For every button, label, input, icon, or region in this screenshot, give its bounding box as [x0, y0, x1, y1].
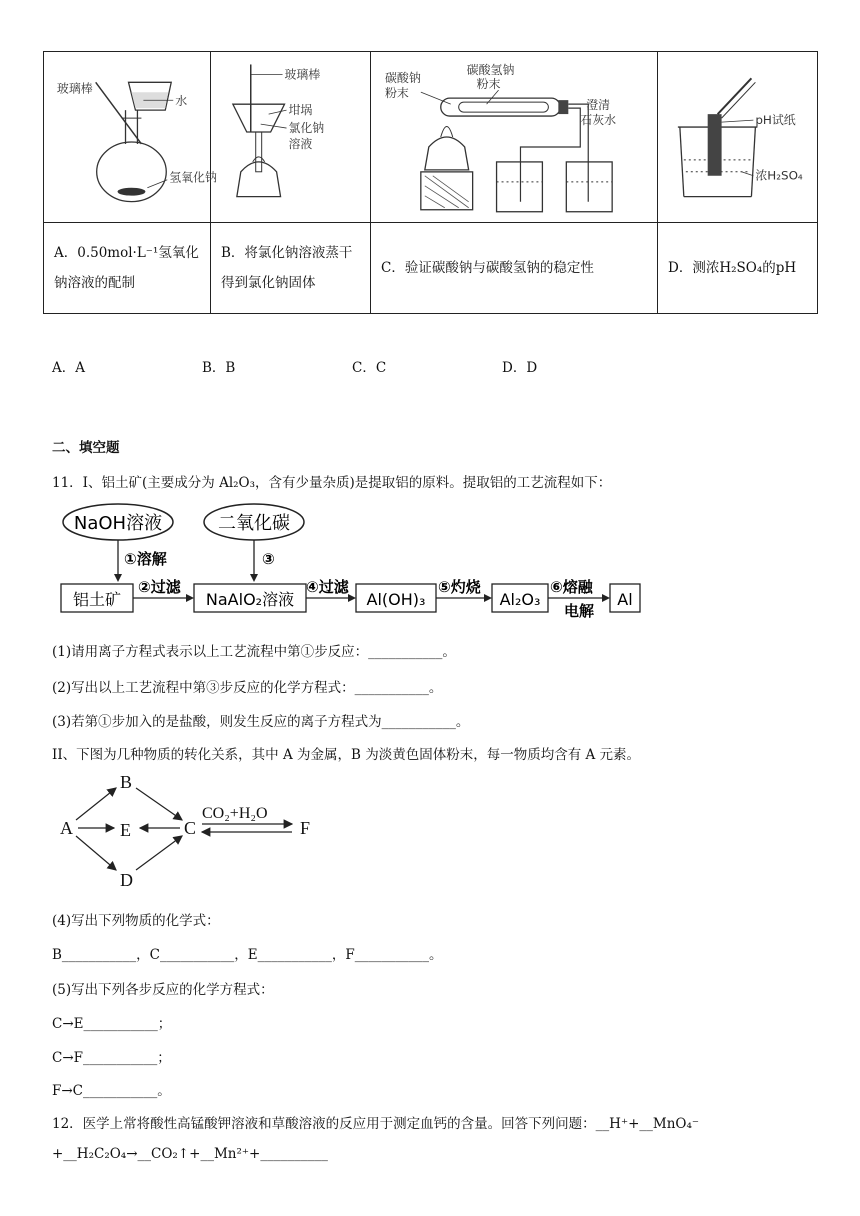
- reagent-co2: 二氧化碳: [218, 513, 290, 534]
- box-naalo2: NaAlO₂溶液: [205, 590, 295, 609]
- caption-a: A．0.50mol·L⁻¹氢氧化 钠溶液的配制: [44, 223, 211, 314]
- label-glass-rod: 玻璃棒: [284, 67, 321, 82]
- q11-part1: (1)请用离子方程式表示以上工艺流程中第①步反应：___________。: [52, 644, 456, 660]
- q12-line1: 12．医学上常将酸性高锰酸钾溶液和草酸溶液的反应用于测定血钙的含量。回答下列问题：__H⁺+__MnO₄⁻: [52, 1116, 700, 1132]
- label-glass-rod: 玻璃棒: [56, 81, 93, 96]
- q11-part2: (2)写出以上工艺流程中第③步反应的化学方程式：___________。: [52, 680, 443, 696]
- co2-h2o-label: CO₂+H₂O: [202, 805, 268, 822]
- q11-part4: (4)写出下列物质的化学式：: [52, 913, 220, 929]
- q11-part-ii: II、下图为几种物质的转化关系，其中 A 为金属，B 为淡黄色固体粉末，每一物质均含有 A 元素。: [52, 747, 641, 763]
- q11-part3: (3)若第①步加入的是盐酸，则发生反应的离子方程式为___________。: [52, 714, 470, 730]
- step-2: ②过滤: [138, 578, 181, 596]
- apparatus-d-cell: [658, 52, 818, 223]
- box-al: Al: [617, 590, 633, 609]
- q11-part4-blanks: B___________，C___________，E___________，F___________。: [52, 947, 443, 963]
- box-bauxite: 铝土矿: [72, 590, 122, 609]
- volumetric-flask-illustration: [44, 52, 217, 222]
- node-c: C: [184, 818, 197, 838]
- option-c[interactable]: C．C: [352, 360, 387, 376]
- label-crucible: 坩埚: [288, 103, 313, 118]
- step-6: ⑥熔融: [550, 578, 593, 596]
- step-3: ③: [262, 550, 275, 568]
- label-powder-1: 粉末: [384, 86, 409, 101]
- q11-part5: (5)写出下列各步反应的化学方程式：: [52, 982, 274, 998]
- apparatus-table: [43, 51, 818, 314]
- node-e: E: [120, 820, 131, 840]
- label-limewater: 石灰水: [580, 113, 617, 128]
- process-flow-diagram: [58, 500, 648, 620]
- label-clear: 澄清: [586, 98, 611, 113]
- caption-d: D．测浓H₂SO₄的pH: [658, 223, 818, 314]
- label-solution: 溶液: [288, 136, 313, 151]
- step-4: ④过滤: [306, 578, 349, 596]
- node-a: A: [60, 818, 73, 838]
- step-1: ①溶解: [124, 550, 167, 568]
- step-6-electrolysis: 电解: [564, 602, 595, 620]
- reagent-naoh: NaOH溶液: [73, 513, 163, 534]
- q11-part5-c-to-e: C→E___________；: [52, 1016, 172, 1032]
- caption-c: C．验证碳酸钠与碳酸氢钠的稳定性: [371, 223, 658, 314]
- apparatus-b-cell: [211, 52, 371, 223]
- q11-part5-c-to-f: C→F___________；: [52, 1050, 171, 1066]
- apparatus-a-cell: [44, 52, 217, 223]
- evaporation-illustration: [211, 52, 370, 222]
- step-5: ⑤灼烧: [438, 578, 481, 596]
- label-conc-sulfuric: 浓H₂SO₄: [755, 168, 803, 183]
- box-aloh3: Al(OH)₃: [366, 590, 426, 609]
- section-title: 二、填空题: [52, 440, 120, 456]
- option-b[interactable]: B．B: [202, 360, 236, 376]
- node-b: B: [120, 772, 133, 792]
- label-powder-2: 粉末: [476, 77, 501, 92]
- q11-part5-f-to-c: F→C___________。: [52, 1083, 171, 1099]
- apparatus-c-cell: [371, 52, 658, 223]
- stability-test-illustration: [371, 52, 657, 222]
- caption-b: B．将氯化钠溶液蒸干 得到氯化钠固体: [211, 223, 371, 314]
- q12-line2: +__H₂C₂O₄→__CO₂↑+__Mn²⁺+__________: [52, 1146, 328, 1162]
- q11-intro: 11．I、铝土矿(主要成分为 Al₂O₃，含有少量杂质)是提取铝的原料。提取铝的工艺流程如下：: [52, 475, 612, 491]
- option-a[interactable]: A．A: [52, 360, 85, 376]
- label-sodium-hydroxide: 氢氧化钠: [169, 170, 217, 185]
- node-f: F: [300, 818, 311, 838]
- ph-test-illustration: [658, 52, 817, 222]
- label-sodium-carbonate: 碳酸钠: [384, 71, 421, 86]
- label-ph-paper: pH试纸: [755, 113, 796, 128]
- node-d: D: [120, 870, 133, 890]
- label-water: 水: [175, 94, 188, 109]
- conversion-diagram: [56, 768, 336, 894]
- label-sodium-bicarbonate: 碳酸氢钠: [466, 63, 515, 78]
- box-al2o3: Al₂O₃: [499, 590, 541, 609]
- option-d[interactable]: D．D: [502, 360, 538, 376]
- label-nacl: 氯化钠: [288, 121, 325, 136]
